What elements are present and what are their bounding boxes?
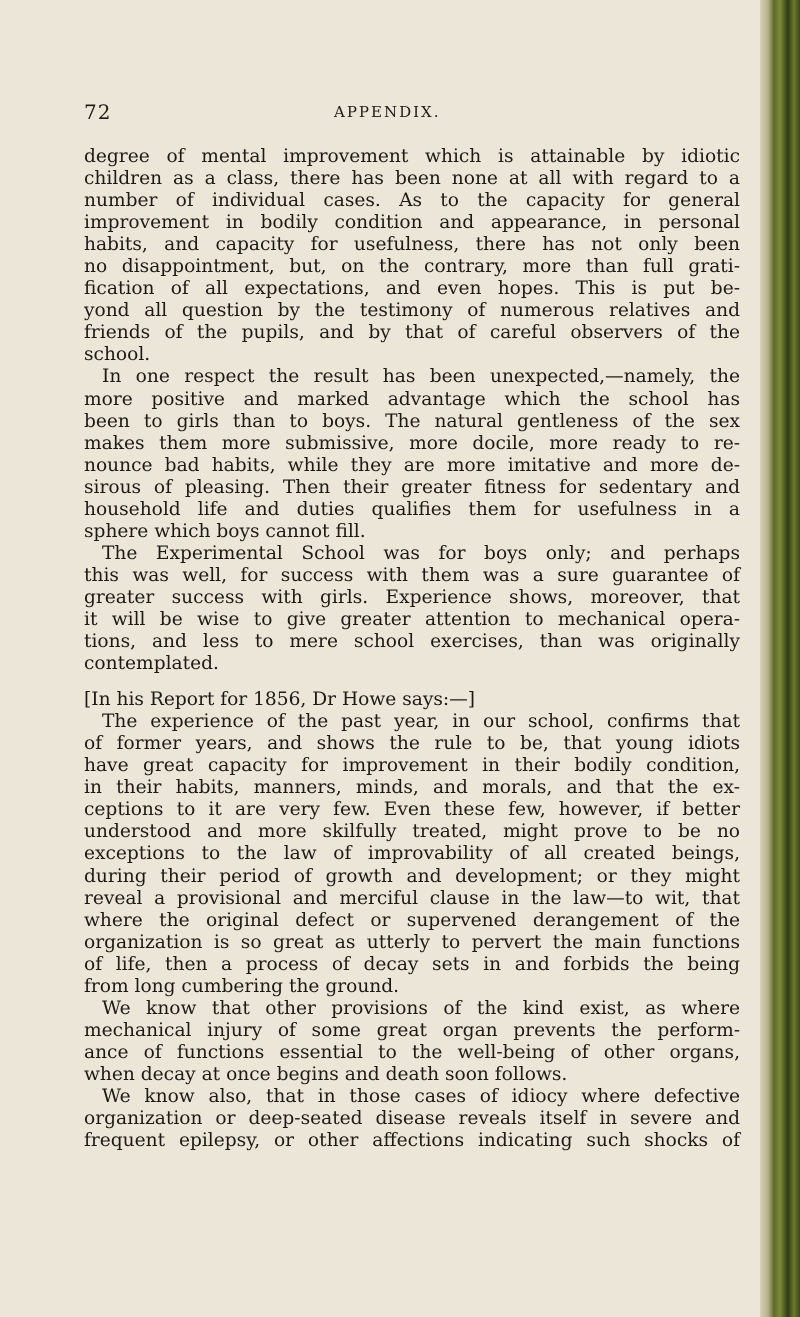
- paragraph-gap: [84, 675, 740, 689]
- text-line: degree of mental improvement which is attainable by idiotic: [84, 146, 740, 167]
- text-line: mechanical injury of some great organ prevents the perform-: [84, 1019, 740, 1041]
- text-line: ance of functions essential to the well-being of other organs,: [84, 1041, 740, 1063]
- text-line: have great capacity for improvement in their bodily condition,: [84, 755, 740, 777]
- text-line: friends of the pupils, and by that of careful observers of the: [84, 322, 740, 344]
- text-line: in their habits, manners, minds, and morals, and that the ex-: [84, 777, 740, 799]
- text-line: this was well, for success with them was a sure guarantee of: [84, 564, 740, 586]
- text-line: We know that other provisions of the kind exist, as where: [102, 997, 740, 1019]
- text-line: no disappointment, but, on the contrary, more than full grati-: [84, 256, 740, 278]
- text-line: understood and more skilfully treated, might prove to be no: [84, 821, 740, 843]
- text-line: been to girls than to boys. The natural gentleness of the sex: [84, 410, 740, 432]
- text-line: exceptions to the law of improvability of all created beings,: [84, 843, 740, 865]
- text-line: [In his Report for 1856, Dr Howe says:—]: [84, 689, 475, 711]
- text-line: improvement in bodily condition and appearance, in personal: [84, 212, 740, 234]
- text-line: fication of all expectations, and even hopes. This is put be-: [84, 278, 740, 300]
- text-line: more positive and marked advantage which the school has: [84, 388, 740, 410]
- text-line: sirous of pleasing. Then their greater fitness for sedentary and: [84, 476, 740, 498]
- text-line: from long cumbering the ground.: [84, 975, 400, 997]
- text-line: number of individual cases. As to the capacity for general: [84, 190, 740, 212]
- text-line: yond all question by the testimony of numerous relatives and: [84, 300, 740, 322]
- running-head: [84, 100, 724, 134]
- book-edge: [760, 0, 800, 1317]
- text-line: when decay at once begins and death soon follows.: [84, 1063, 568, 1085]
- text-line: contemplated.: [84, 653, 219, 675]
- page-number: 72: [84, 100, 112, 124]
- text-line: of former years, and shows the rule to be, that young idiots: [84, 733, 740, 755]
- text-line: The experience of the past year, in our school, confirms that: [102, 711, 740, 733]
- text-line: nounce bad habits, while they are more imitative and more de-: [84, 454, 740, 476]
- body-text: [84, 146, 740, 1152]
- text-line: organization or deep-seated disease reveals itself in severe and: [84, 1108, 740, 1130]
- text-line: makes them more submissive, more docile, more ready to re-: [84, 432, 740, 454]
- text-line: children as a class, there has been none at all with regard to a: [84, 168, 740, 190]
- text-line: habits, and capacity for usefulness, there has not only been: [84, 234, 740, 256]
- text-line: it will be wise to give greater attention to mechanical opera-: [84, 608, 740, 630]
- text-line: sphere which boys cannot fill.: [84, 520, 366, 542]
- text-line: of life, then a process of decay sets in and forbids the being: [84, 953, 740, 975]
- text-line: We know also, that in those cases of idiocy where defective: [102, 1085, 740, 1107]
- text-line: greater success with girls. Experience shows, moreover, that: [84, 586, 740, 608]
- text-line: during their period of growth and development; or they might: [84, 865, 740, 887]
- text-line: where the original defect or supervened derangement of the: [84, 909, 740, 931]
- text-line: ceptions to it are very few. Even these few, however, if better: [84, 799, 740, 821]
- text-line: household life and duties qualifies them for usefulness in a: [84, 498, 740, 520]
- text-line: tions, and less to mere school exercises, than was originally: [84, 631, 740, 653]
- text-line: In one respect the result has been unexpected,—namely, the: [102, 366, 740, 388]
- text-line: The Experimental School was for boys only; and perhaps: [102, 542, 740, 564]
- text-line: organization is so great as utterly to pervert the main functions: [84, 931, 740, 953]
- text-line: reveal a provisional and merciful clause in the law—to wit, that: [84, 887, 740, 909]
- section-title: APPENDIX.: [334, 103, 441, 121]
- text-line: frequent epilepsy, or other affections indicating such shocks of: [84, 1130, 740, 1152]
- text-line: school.: [84, 344, 151, 366]
